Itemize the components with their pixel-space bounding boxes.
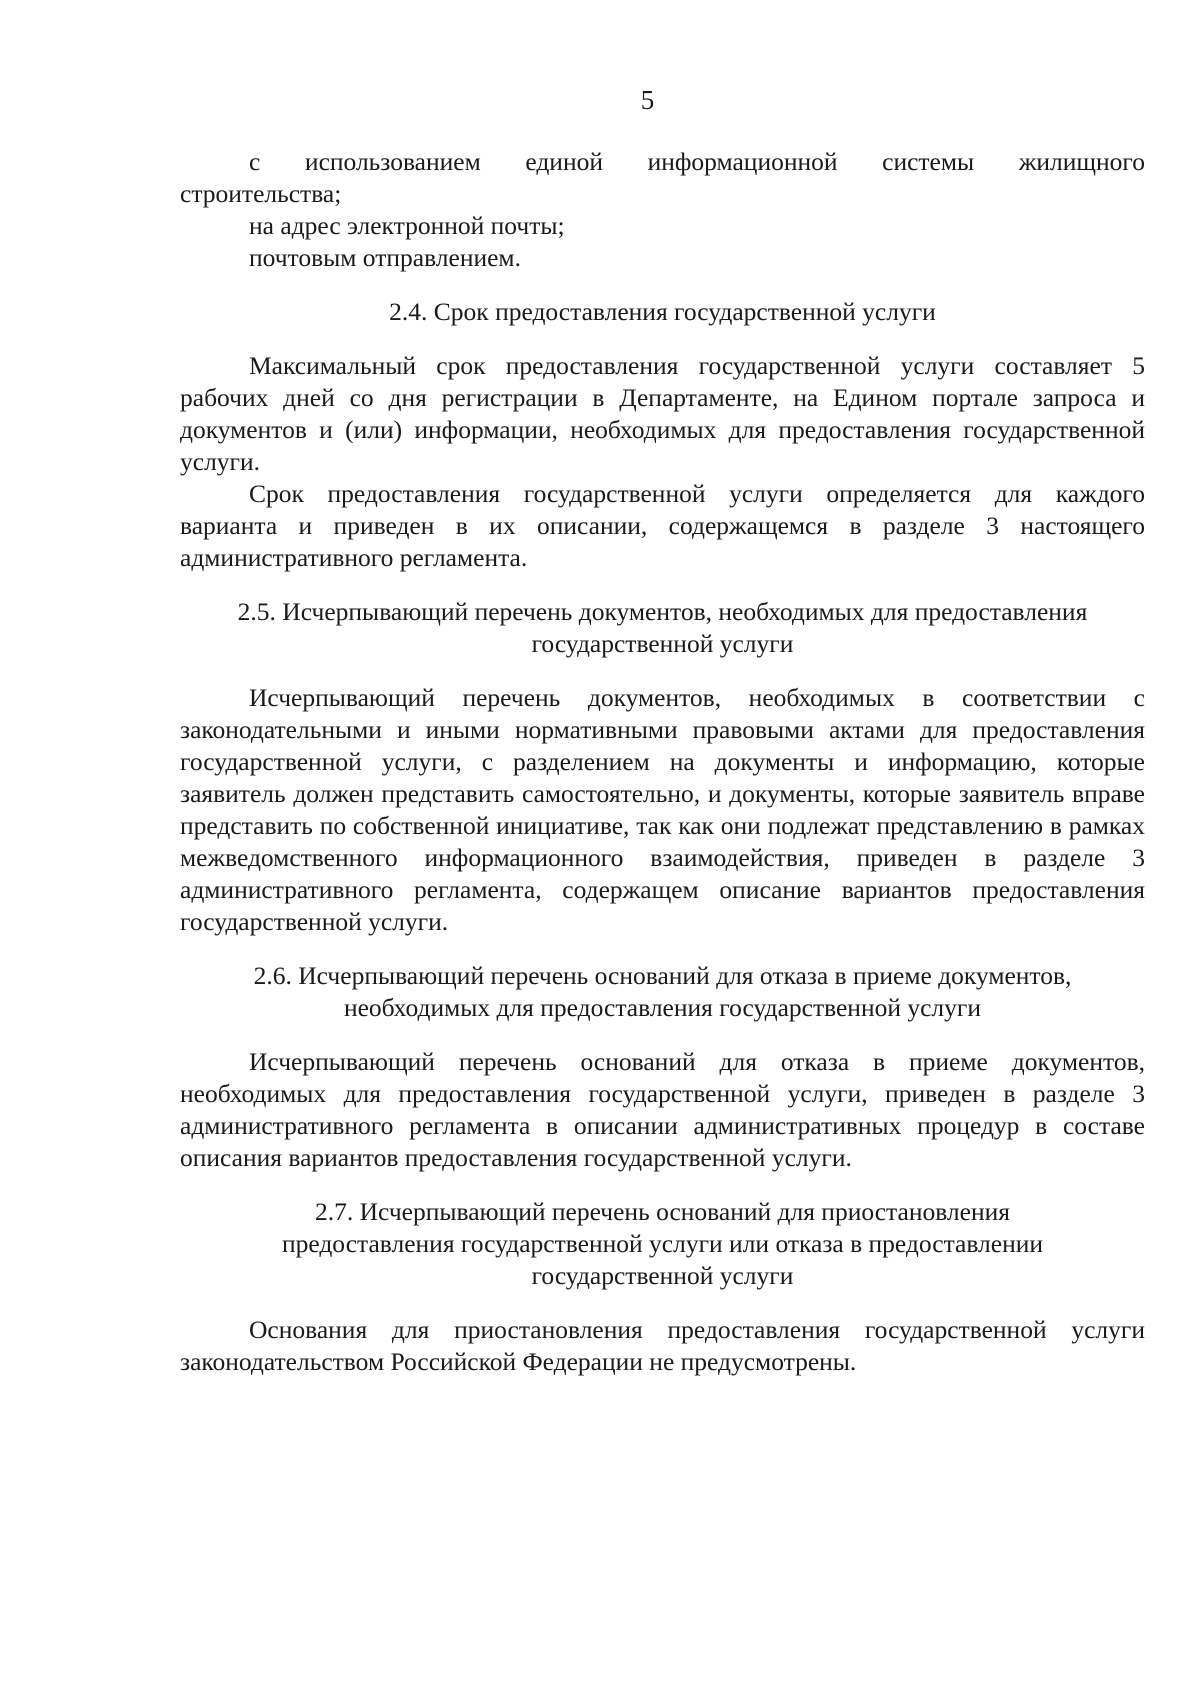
- page-number: 5: [640, 85, 655, 115]
- section-2-4-paragraph-2: Срок предоставления государственной услуги определяется для каждого варианта и приведен в их описании, содержащемся в разделе 3 настоящего административного регламента.: [180, 479, 1145, 572]
- section-2-5-paragraph-1: Исчерпывающий перечень документов, необходимых в соответствии с законодательными и иными нормативными правовыми актами для предоставления государственной услуги, с разделением на документы и информацию, которые заявитель должен представить самостоятельно, и документы, которые заявитель вправе представить по собственной инициативе, так как они подлежат представлению в рамках межведомственного информационного взаимодействия, приведен в разделе 3 административного регламента, содержащем описание вариантов предоставления государственной услуги.: [180, 683, 1145, 936]
- section-2-6-heading-line-1: 2.6. Исчерпывающий перечень оснований для отказа в приеме документов,: [253, 961, 1072, 990]
- section-2-5-heading-line-1: 2.5. Исчерпывающий перечень документов, необходимых для предоставления: [237, 597, 1088, 626]
- section-2-5-heading-line-2: государственной услуги: [531, 629, 794, 658]
- section-2-6-heading-line-2: необходимых для предоставления государственной услуги: [343, 993, 982, 1022]
- intro-line-1: с использованием единой информационной системы жилищного: [249, 147, 1145, 176]
- section-2-4-paragraph-1: Максимальный срок предоставления государственной услуги составляет 5 рабочих дней со дня регистрации в Департаменте, на Едином портале запроса и документов и (или) информации, необходимых для предоставления государственной услуги.: [180, 351, 1145, 476]
- intro-line-1-continuation: строительства;: [180, 179, 342, 208]
- section-2-6-paragraph-1: Исчерпывающий перечень оснований для отказа в приеме документов, необходимых для предоставления государственной услуги, приведен в разделе 3 административного регламента в описании административных процедур в составе описания вариантов предоставления государственной услуги.: [180, 1047, 1145, 1172]
- section-2-4-heading: 2.4. Срок предоставления государственной услуги: [389, 297, 936, 326]
- intro-item-post: почтовым отправлением.: [249, 243, 521, 272]
- section-2-7-paragraph-1: Основания для приостановления предоставления государственной услуги законодательством Российской Федерации не предусмотрены.: [180, 1315, 1145, 1376]
- section-2-7-heading-line-3: государственной услуги: [531, 1261, 794, 1290]
- page-content: [180, 146, 1145, 1378]
- section-2-7-heading-line-2: предоставления государственной услуги или отказа в предоставлении: [281, 1229, 1044, 1258]
- intro-item-email: на адрес электронной почты;: [249, 211, 565, 240]
- section-2-7-heading-line-1: 2.7. Исчерпывающий перечень оснований для приостановления: [314, 1197, 1010, 1226]
